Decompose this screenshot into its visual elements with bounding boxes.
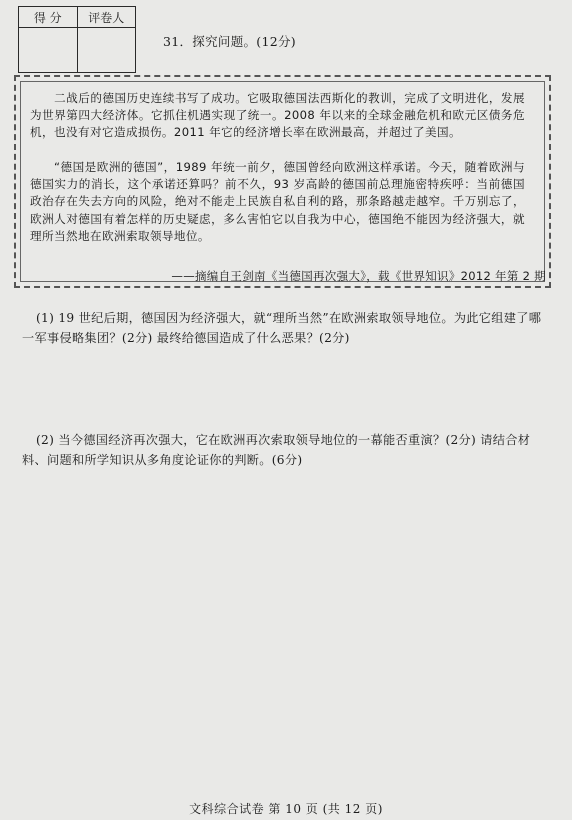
grader-cell[interactable] <box>77 28 136 73</box>
material-source: ——摘编自王剑南《当德国再次强大》，载《世界知识》2012 年第 2 期 <box>171 269 546 283</box>
material-paragraph-1-text: 二战后的德国历史连续书写了成功。它吸取德国法西斯化的教训，完成了文明进化，发展为世界第四大经济体。它抓住机遇实现了统一。2008 年以来的全球金融危机和欧元区债务危机，也没有对它造成损伤。2011 年它的经济增长率在欧洲最高，并超过了美国。 <box>30 91 525 140</box>
material-paragraph-1 <box>30 90 525 142</box>
sub-question-2-text: (2) 当今德国经济再次强大，它在欧洲再次索取领导地位的一幕能否重演？(2分) 请结合材料、问题和所学知识从多角度论证你的判断。(6分) <box>22 433 531 467</box>
sub-question-2 <box>22 430 552 470</box>
page-footer: 文科综合试卷 第 10 页 (共 12 页) <box>189 802 383 816</box>
score-cell[interactable] <box>19 28 78 73</box>
sub-question-1 <box>22 308 552 348</box>
material-paragraph-2-text: “德国是欧洲的德国”，1989 年统一前夕，德国曾经向欧洲这样承诺。今天，随着欧洲与德国实力的消长，这个承诺还算吗？前不久，93 岁高龄的德国前总理施密特疾呼：当前德国政治存在失去方向的风险，绝对不能走上民族自私自利的路，那条路越走越窄。千万别忘了，欧洲人对德国有着怎样的历史疑虑，多么害怕它以自我为中心，德国绝不能因为经济强大，就理所当然地在欧洲索取领导地位。 <box>30 160 525 243</box>
grader-header: 评卷人 <box>77 7 136 28</box>
score-table <box>18 6 136 73</box>
score-header: 得 分 <box>19 7 78 28</box>
material-paragraph-2 <box>30 159 525 245</box>
question-title: 31．探究问题。(12分) <box>163 34 296 49</box>
sub-question-1-text: (1) 19 世纪后期，德国因为经济强大，就“理所当然”在欧洲索取领导地位。为此它组建了哪一军事侵略集团？(2分) 最终给德国造成了什么恶果？(2分) <box>22 311 542 345</box>
